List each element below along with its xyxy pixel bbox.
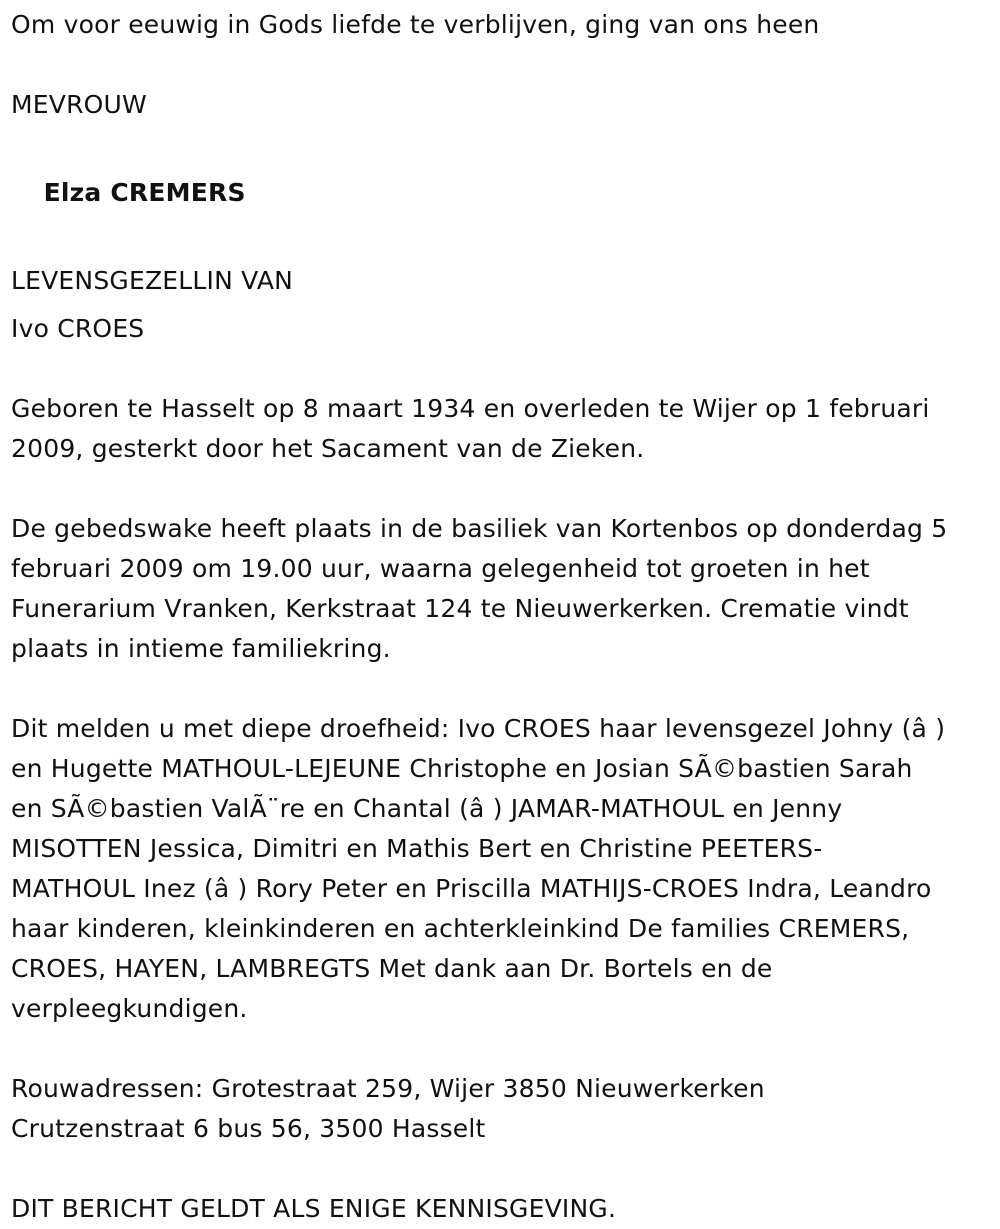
title-text: MEVROUW (11, 90, 147, 119)
birth-line: 2009, gesterkt door het Sacament van de Zieken. (11, 434, 645, 463)
birth-line: Geboren te Hasselt op 8 maart 1934 en overleden te Wijer op 1 februari (11, 394, 930, 423)
family-line: Dit melden u met diepe droefheid: Ivo CROES haar levensgezel Johny (â ) (11, 714, 946, 743)
wake-line: Funerarium Vranken, Kerkstraat 124 te Nieuwerkerken. Crematie vindt (11, 594, 909, 623)
addresses-paragraph (11, 1069, 980, 1149)
deceased-name-wrapper (11, 133, 980, 253)
relation-text: LEVENSGEZELLIN VAN (11, 266, 294, 295)
family-line: haar kinderen, kleinkinderen en achterkleinkind De families CREMERS, (11, 914, 910, 943)
birth-paragraph (11, 389, 980, 469)
family-line: en Hugette MATHOUL-LEJEUNE Christophe en Josian SÃ©bastien Sarah (11, 754, 913, 783)
family-paragraph (11, 709, 980, 1029)
spacer (11, 349, 980, 389)
family-line: CROES, HAYEN, LAMBREGTS Met dank aan Dr. Bortels en de (11, 954, 773, 983)
spacer (11, 1029, 980, 1069)
wake-paragraph (11, 509, 980, 669)
spacer (11, 45, 980, 85)
address-line: Crutzenstraat 6 bus 56, 3500 Hasselt (11, 1114, 486, 1143)
spacer (11, 669, 980, 709)
family-line: en SÃ©bastien ValÃ¨re en Chantal (â ) JAMAR-MATHOUL en Jenny (11, 794, 843, 823)
address-line: Rouwadressen: Grotestraat 259, Wijer 3850 Nieuwerkerken (11, 1074, 765, 1103)
deceased-name: Elza CREMERS (43, 178, 246, 207)
intro-text: Om voor eeuwig in Gods liefde te verblijven, ging van ons heen (11, 10, 820, 39)
partner-name: Ivo CROES (11, 314, 145, 343)
wake-line: De gebedswake heeft plaats in de basiliek van Kortenbos op donderdag 5 (11, 514, 948, 543)
spacer (11, 469, 980, 509)
family-line: MISOTTEN Jessica, Dimitri en Mathis Bert en Christine PEETERS- (11, 834, 823, 863)
notice-text: DIT BERICHT GELDT ALS ENIGE KENNISGEVING. (11, 1194, 617, 1223)
family-line: MATHOUL Inez (â ) Rory Peter en Priscilla MATHIJS-CROES Indra, Leandro (11, 874, 932, 903)
wake-line: februari 2009 om 19.00 uur, waarna gelegenheid tot groeten in het (11, 554, 870, 583)
wake-line: plaats in intieme familiekring. (11, 634, 391, 663)
family-line: verpleegkundigen. (11, 994, 248, 1023)
spacer (11, 1149, 980, 1189)
